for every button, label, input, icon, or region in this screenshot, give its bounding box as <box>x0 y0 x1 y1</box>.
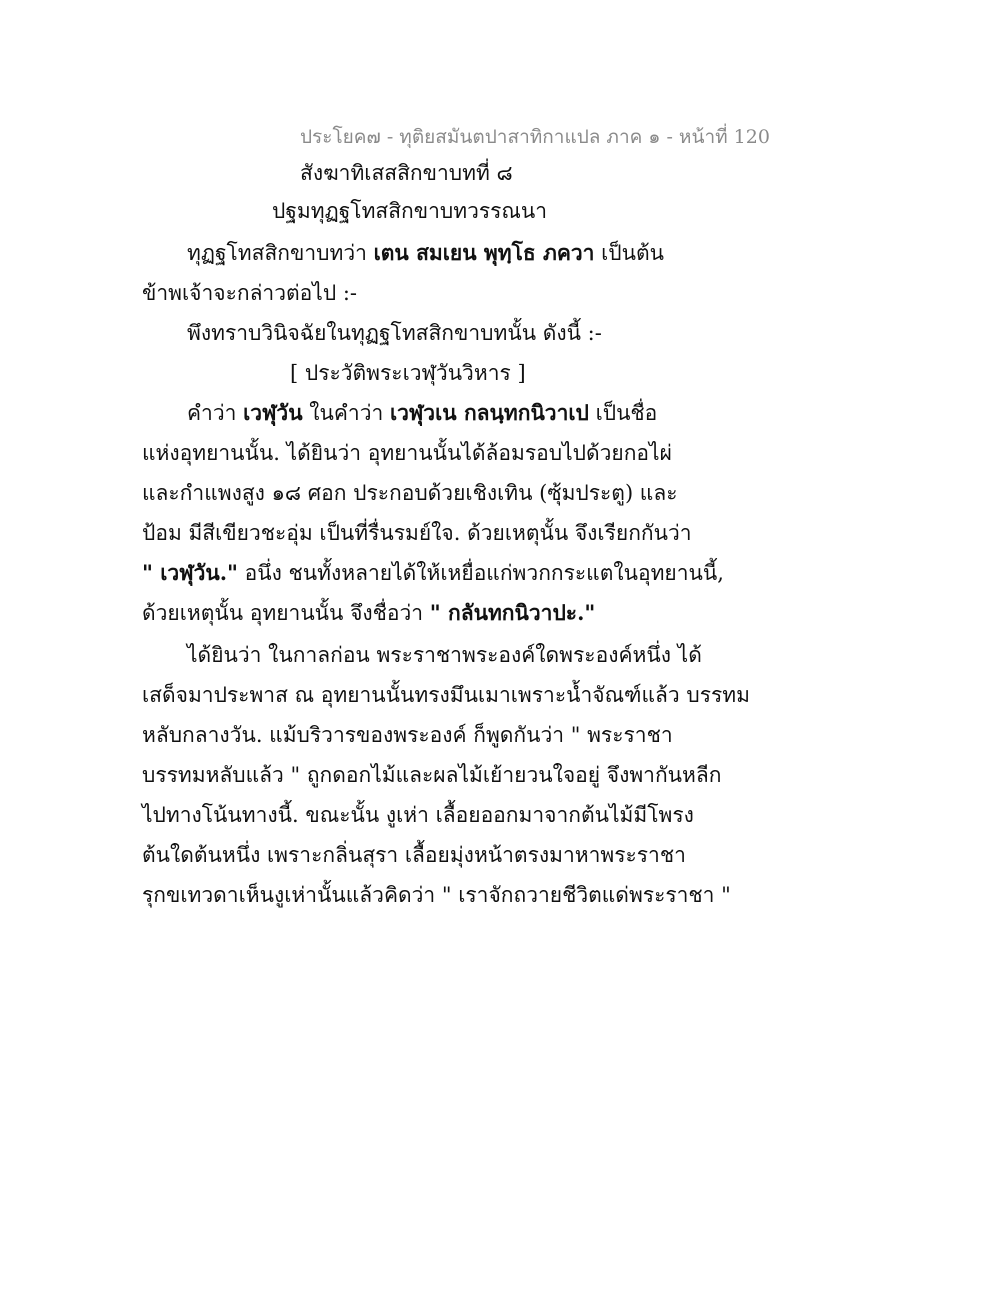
para2-line-5: ไปทางโน้นทางนี้. ขณะนั้น งูเห่า เลื้อยออกมาจากต้นไม้มีโพรง <box>142 803 694 827</box>
chapter-subtitle: ปฐมทุฏฐโทสสิกขาบทวรรณนา <box>272 199 548 223</box>
bold-term: " กลันทกนิวาปะ." <box>429 600 596 625</box>
para1-line-4: ป้อม มีสีเขียวชะอุ่ม เป็นที่รื่นรมย์ใจ. ด้วยเหตุนั้น จึงเรียกกันว่า <box>142 521 692 545</box>
body-text: ด้วยเหตุนั้น อุทยานนั้น จึงชื่อว่า <box>142 601 430 625</box>
body-text: ในคำว่า <box>302 401 390 425</box>
para1-line-5 <box>142 558 724 588</box>
intro-text: ทุฏฐโทสสิกขาบทว่า <box>187 241 374 265</box>
para1-line-3: และกำแพงสูง ๑๘ ศอก ประกอบด้วยเชิงเทิน (ซุ้มประตู) และ <box>142 481 678 505</box>
para1-line-2: แห่งอุทยานนั้น. ได้ยินว่า อุทยานนั้นได้ล้อมรอบไปด้วยกอไผ่ <box>142 441 672 465</box>
bold-term: เวฬุวัน <box>243 400 303 425</box>
body-text: คำว่า <box>187 401 244 425</box>
section-heading: [ ประวัติพระเวฬุวันวิหาร ] <box>290 361 526 385</box>
para2-line-1: ได้ยินว่า ในกาลก่อน พระราชาพระองค์ใดพระองค์หนึ่ง ได้ <box>187 643 702 667</box>
para2-line-4: บรรทมหลับแล้ว " ถูกดอกไม้และผลไม้เย้ายวนใจอยู่ จึงพากันหลีก <box>142 763 722 787</box>
body-text: เป็นชื่อ <box>588 401 658 425</box>
intro-line-3: พึงทราบวินิจฉัยในทุฏฐโทสสิกขาบทนั้น ดังนี้ :- <box>187 321 602 345</box>
intro-text: เป็นต้น <box>594 241 664 265</box>
para1-line-1 <box>187 398 657 428</box>
bold-term: " เวฬุวัน." <box>142 560 238 585</box>
body-text: อนึ่ง ชนทั้งหลายได้ให้เหยื่อแก่พวกกระแตในอุทยานนี้, <box>237 561 724 585</box>
para1-line-6 <box>142 598 595 628</box>
intro-line-2: ข้าพเจ้าจะกล่าวต่อไป :- <box>142 281 358 305</box>
page-header: ประโยค๗ - ทุติยสมันตปาสาทิกาแปล ภาค ๑ - หน้าที่ 120 <box>300 126 770 148</box>
para2-line-6: ต้นใดต้นหนึ่ง เพราะกลิ่นสุรา เลื้อยมุ่งหน้าตรงมาหาพระราชา <box>142 843 686 867</box>
pali-quote: เวฬุวเน กลนฺทกนิวาเป <box>389 400 589 425</box>
para2-line-3: หลับกลางวัน. แม้บริวารของพระองค์ ก็พูดกันว่า " พระราชา <box>142 723 673 747</box>
pali-quote: เตน สมเยน พุทฺโธ ภควา <box>373 240 595 265</box>
para2-line-2: เสด็จมาประพาส ณ อุทยานนั้นทรงมึนเมาเพราะน้ำจัณฑ์แล้ว บรรทม <box>142 683 750 707</box>
para2-line-7: รุกขเทวดาเห็นงูเห่านั้นแล้วคิดว่า " เราจักถวายชีวิตแด่พระราชา " <box>142 883 731 907</box>
intro-line-1 <box>187 238 664 268</box>
chapter-title: สังฆาทิเสสสิกขาบทที่ ๘ <box>300 161 513 185</box>
